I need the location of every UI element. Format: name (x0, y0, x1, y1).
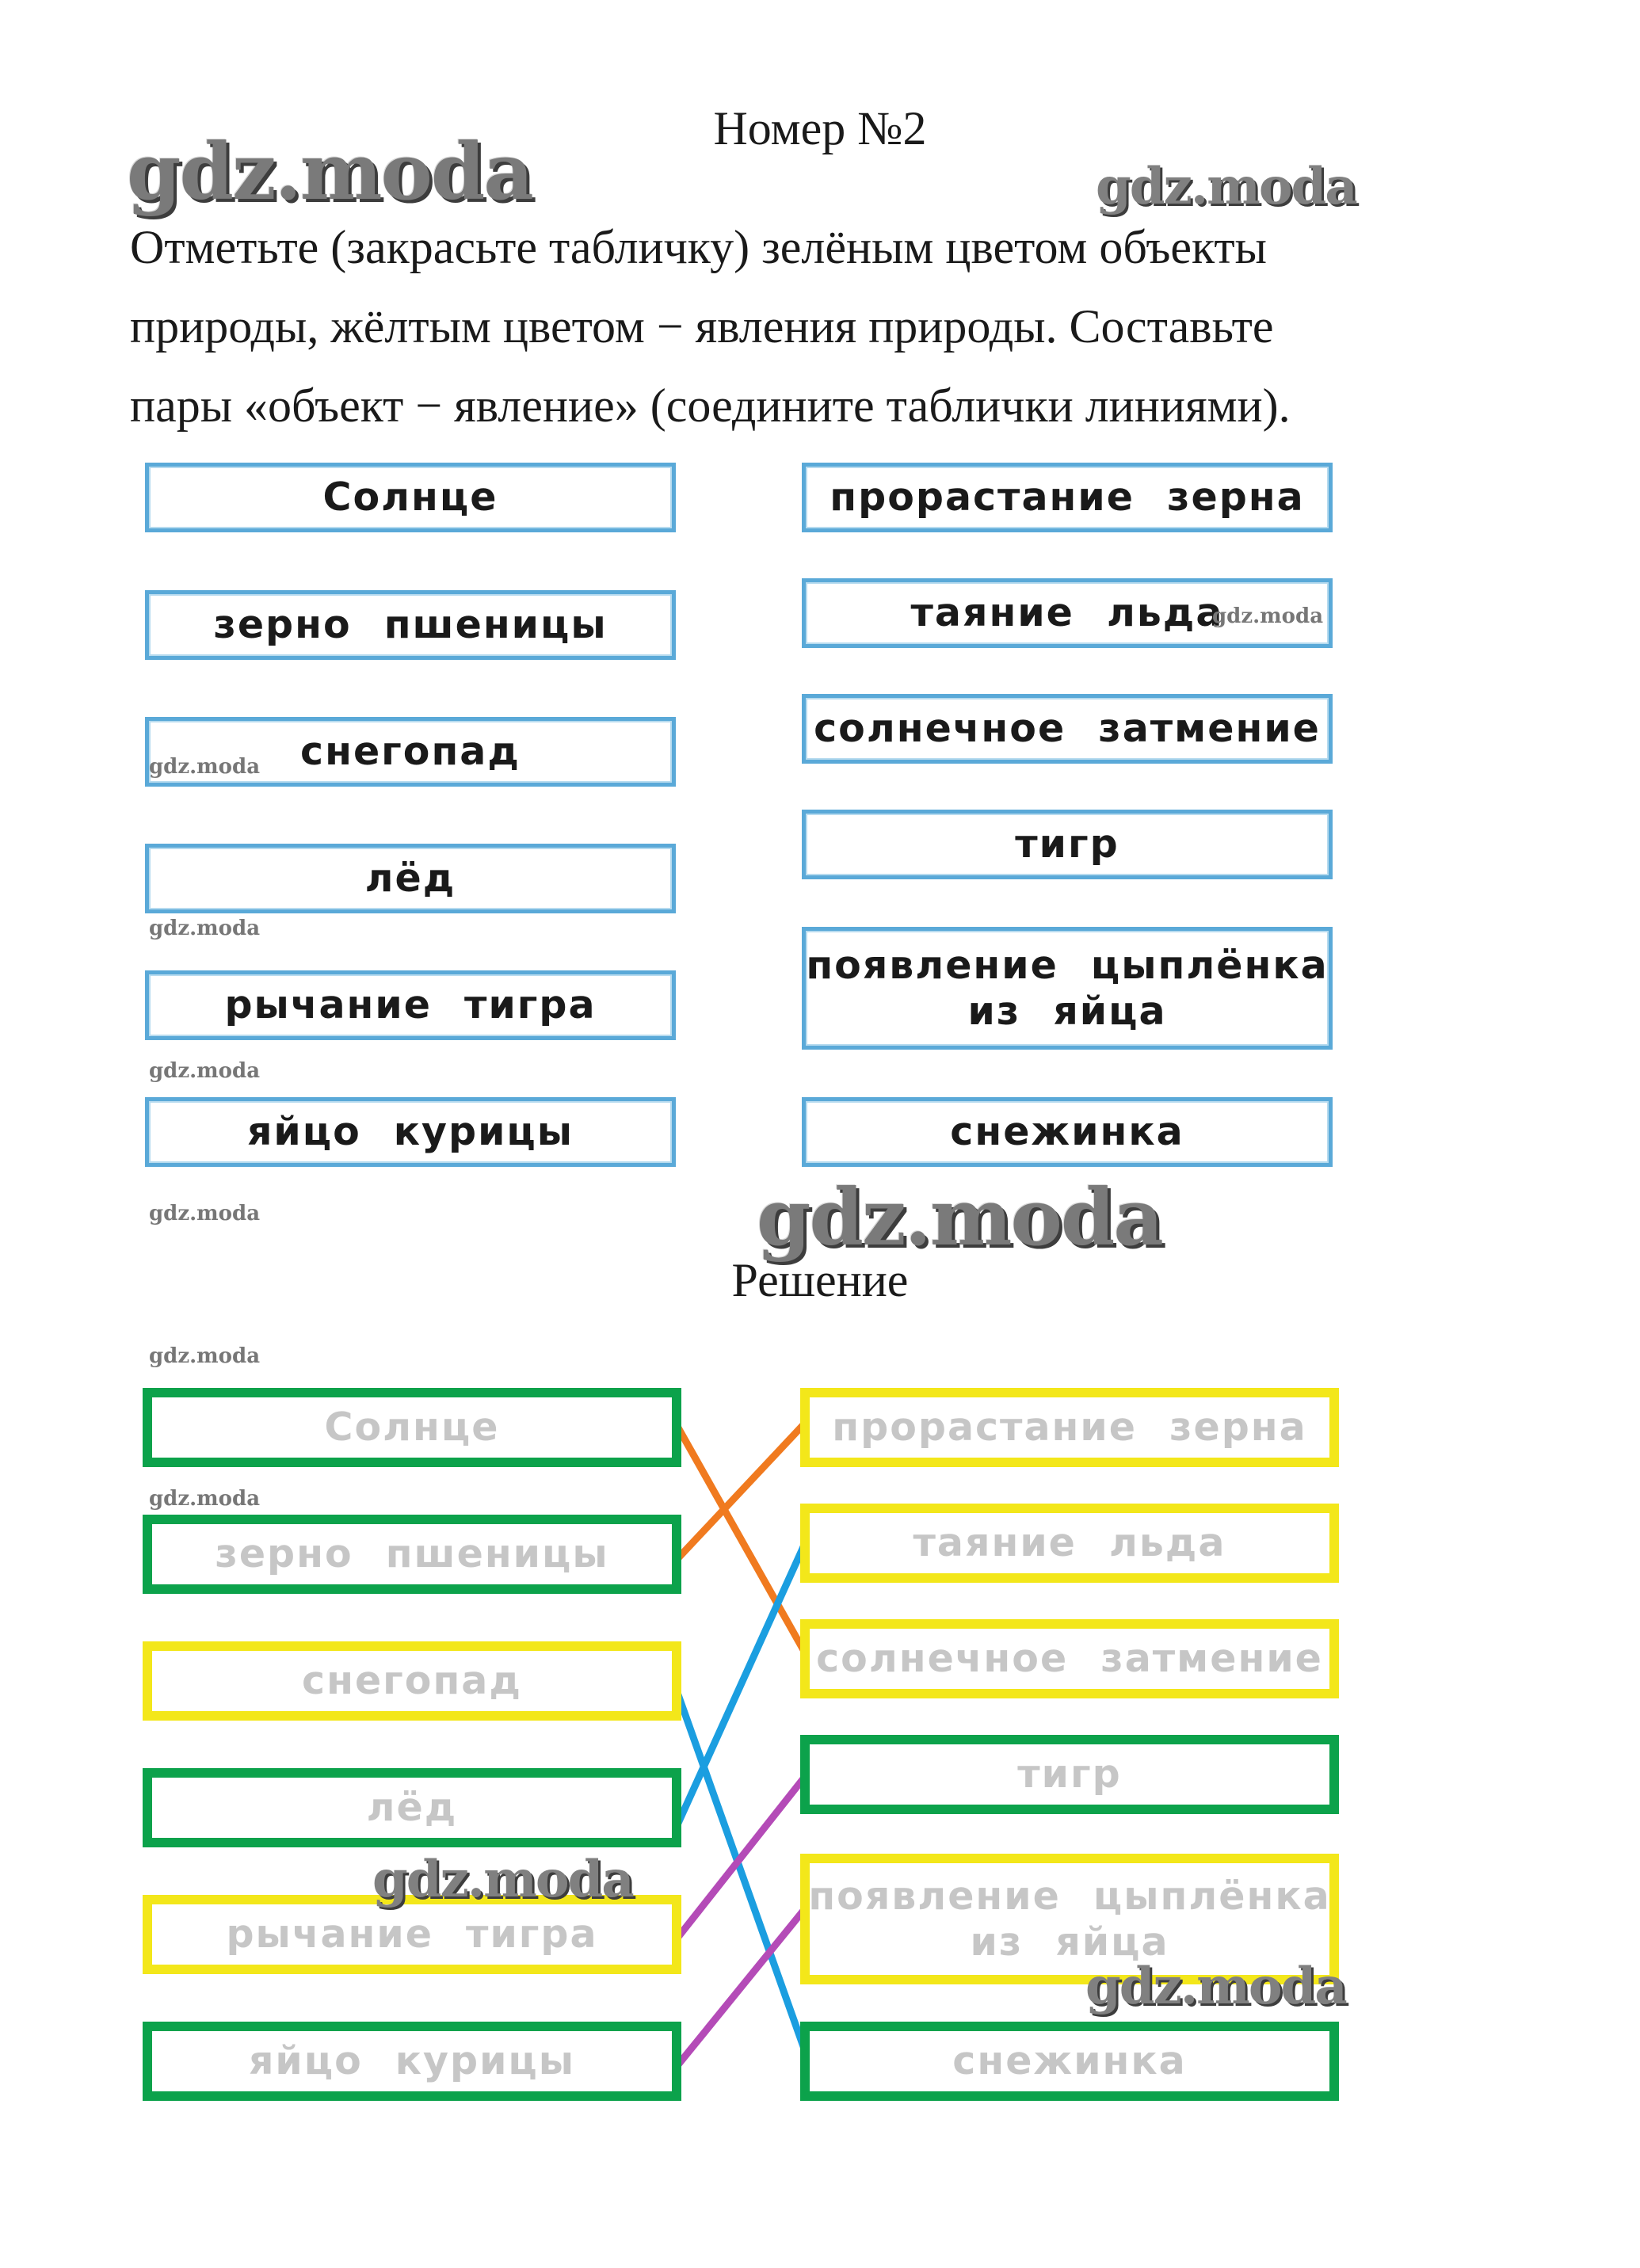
instruction-line-3: пары «объект − явление» (соедините таблички линиями). (130, 379, 1291, 432)
task-box-ice[interactable]: лёд (145, 844, 676, 913)
solution-box-chick-hatching[interactable]: появление цыплёнка из яйца (800, 1854, 1339, 1984)
task-box-solar-eclipse[interactable]: солнечное затмение (802, 694, 1333, 764)
solution-box-tiger[interactable]: тигр (800, 1735, 1339, 1814)
task-box-tiger[interactable]: тигр (802, 810, 1333, 879)
solution-box-snowflake[interactable]: снежинка (800, 2022, 1339, 2101)
page-title: Номер №2 (713, 102, 927, 154)
task-box-grain-sprouting[interactable]: прорастание зерна (802, 463, 1333, 532)
instruction-line-2: природы, жёлтым цветом − явления природы. Составьте (130, 300, 1274, 353)
watermark: gdz.moda (149, 1202, 261, 1225)
watermark: gdz.moda (149, 1059, 261, 1083)
watermark: gdz.moda (1085, 1957, 1346, 2016)
watermark: gdz.moda (1096, 157, 1356, 216)
watermark: gdz.moda (149, 755, 261, 779)
solution-box-grain-sprouting[interactable]: прорастание зерна (800, 1388, 1339, 1467)
solution-box-wheat-grain[interactable]: зерно пшеницы (143, 1515, 681, 1594)
task-box-hen-egg[interactable]: яйцо курицы (145, 1097, 676, 1167)
task-box-snowflake[interactable]: снежинка (802, 1097, 1333, 1167)
watermark: gdz.moda (757, 1172, 1162, 1264)
solution-box-solar-eclipse[interactable]: солнечное затмение (800, 1619, 1339, 1698)
solution-box-sun[interactable]: Солнце (143, 1388, 681, 1467)
task-box-chick-hatching[interactable]: появление цыплёнка из яйца (802, 927, 1333, 1050)
task-box-ice-melting[interactable]: таяние льда (802, 578, 1333, 648)
watermark: gdz.moda (149, 917, 261, 940)
task-box-tiger-roar[interactable]: рычание тигра (145, 970, 676, 1040)
watermark: gdz.moda (1212, 604, 1324, 628)
instruction-line-1: Отметьте (закрасьте табличку) зелёным цветом объекты (130, 221, 1267, 273)
connector-ice-melting (676, 1533, 810, 1828)
watermark: gdz.moda (127, 127, 532, 218)
solution-box-snowfall[interactable]: снегопад (143, 1641, 681, 1721)
solution-box-ice-melting[interactable]: таяние льда (800, 1504, 1339, 1583)
watermark: gdz.moda (149, 1487, 261, 1511)
watermark: gdz.moda (372, 1850, 633, 1909)
watermark: gdz.moda (149, 1344, 261, 1368)
solution-box-hen-egg[interactable]: яйцо курицы (143, 2022, 681, 2101)
connector-snowfall-snowflake (672, 1677, 810, 2064)
connector-tiger-roar (676, 1771, 810, 1940)
task-box-snowfall[interactable]: снегопад (145, 717, 676, 787)
connector-egg-chick (676, 1903, 810, 2068)
task-box-wheat-grain[interactable]: зерно пшеницы (145, 590, 676, 660)
solution-title: Решение (731, 1254, 909, 1306)
solution-box-ice[interactable]: лёд (143, 1768, 681, 1847)
task-box-sun[interactable]: Солнце (145, 463, 676, 532)
solution-box-tiger-roar[interactable]: рычание тигра (143, 1895, 681, 1974)
